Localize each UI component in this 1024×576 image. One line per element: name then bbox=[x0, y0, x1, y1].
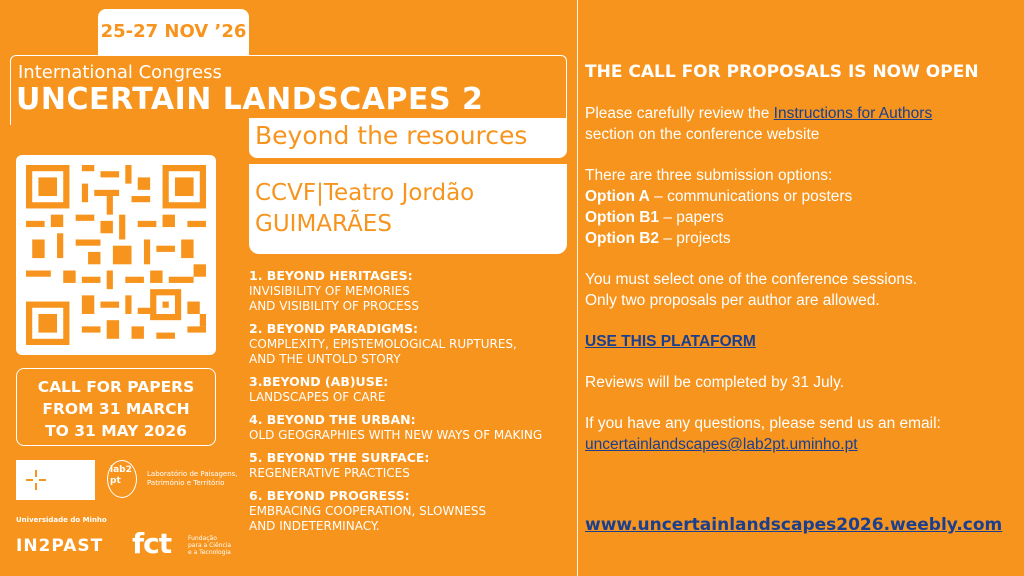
theme-list bbox=[249, 268, 574, 541]
review-line bbox=[585, 104, 932, 125]
fct-name-line-2: para a Ciência bbox=[188, 542, 232, 549]
theme-item bbox=[249, 268, 574, 314]
sessions-line-2: Only two proposals per author are allowed. bbox=[585, 292, 880, 309]
cfp-line-3: TO 31 MAY 2026 bbox=[45, 422, 187, 440]
theme-desc: INVISIBILITY OF MEMORIES bbox=[249, 284, 410, 298]
event-subtitle: Beyond the resources bbox=[249, 118, 567, 158]
option-a-text: – communications or posters bbox=[649, 188, 853, 205]
uminho-emblem-icon bbox=[24, 468, 48, 492]
theme-item bbox=[249, 374, 574, 405]
questions-note: If you have any questions, please send us an email: bbox=[585, 415, 941, 432]
fct-name-line-1: Fundação bbox=[188, 535, 217, 542]
theme-title: 3.BEYOND (AB)USE: bbox=[249, 374, 389, 389]
review-pre: Please carefully review the bbox=[585, 105, 774, 122]
theme-desc: OLD GEOGRAPHIES WITH NEW WAYS OF MAKING bbox=[249, 428, 543, 442]
lab2pt-name-line-1: Laboratório de Paisagens, bbox=[147, 470, 238, 478]
call-heading: THE CALL FOR PROPOSALS IS NOW OPEN bbox=[585, 62, 979, 82]
theme-desc: LANDSCAPES OF CARE bbox=[249, 390, 386, 404]
theme-title: 5. BEYOND THE SURFACE: bbox=[249, 450, 430, 465]
theme-item bbox=[249, 450, 574, 481]
theme-desc: AND INDETERMINACY. bbox=[249, 519, 380, 533]
option-b1-text: – papers bbox=[659, 209, 724, 226]
lab2pt-name bbox=[147, 470, 238, 488]
qr-code-icon bbox=[26, 165, 206, 345]
event-title: UNCERTAIN LANDSCAPES 2 bbox=[16, 82, 484, 117]
lab2pt-logo-line-1: lab2 bbox=[110, 465, 132, 475]
option-a bbox=[585, 187, 852, 208]
venue-box bbox=[249, 164, 567, 254]
options-intro: There are three submission options: bbox=[585, 167, 833, 184]
theme-item bbox=[249, 412, 574, 443]
theme-title: 1. BEYOND HERITAGES: bbox=[249, 268, 413, 283]
call-for-papers-box bbox=[16, 368, 216, 446]
sessions-line-1: You must select one of the conference sessions. bbox=[585, 271, 918, 288]
lab2pt-logo-text bbox=[110, 465, 132, 487]
reviews-note: Reviews will be completed by 31 July. bbox=[585, 374, 845, 391]
platform-link[interactable]: USE THIS PLATAFORM bbox=[585, 333, 756, 350]
email-line bbox=[585, 435, 858, 456]
theme-item bbox=[249, 321, 574, 367]
venue-city: GUIMARÃES bbox=[255, 211, 392, 237]
theme-title: 4. BEYOND THE URBAN: bbox=[249, 412, 416, 427]
theme-desc: REGENERATIVE PRACTICES bbox=[249, 466, 410, 480]
fct-name bbox=[188, 535, 231, 556]
theme-desc: AND THE UNTOLD STORY bbox=[249, 352, 401, 366]
fct-logo: fct bbox=[132, 527, 172, 560]
in2past-logo: IN2PAST bbox=[16, 536, 104, 556]
option-b2-text: – projects bbox=[659, 230, 731, 247]
theme-title: 2. BEYOND PARADIGMS: bbox=[249, 321, 419, 336]
congress-label: International Congress bbox=[18, 62, 222, 83]
review-post: section on the conference website bbox=[585, 126, 820, 143]
option-b2-label: Option B2 bbox=[585, 230, 660, 247]
option-a-label: Option A bbox=[585, 188, 650, 205]
event-date: 25-27 NOV ’26 bbox=[98, 9, 249, 55]
option-b1-label: Option B1 bbox=[585, 209, 660, 226]
theme-item bbox=[249, 488, 574, 534]
cfp-line-1: CALL FOR PAPERS bbox=[37, 378, 195, 396]
theme-desc: COMPLEXITY, EPISTEMOLOGICAL RUPTURES, bbox=[249, 337, 517, 351]
cfp-line-2: FROM 31 MARCH bbox=[42, 400, 190, 418]
lab2pt-name-line-2: Património e Território bbox=[147, 479, 225, 487]
instructions-link[interactable]: Instructions for Authors bbox=[773, 105, 933, 122]
theme-desc: EMBRACING COOPERATION, SLOWNESS bbox=[249, 504, 487, 518]
column-divider bbox=[577, 0, 578, 576]
uminho-logo bbox=[16, 460, 95, 500]
uminho-label: Universidade do Minho bbox=[16, 516, 107, 524]
theme-title: 6. BEYOND PROGRESS: bbox=[249, 488, 410, 503]
lab2pt-logo-line-2: pt bbox=[110, 476, 121, 486]
venue-name: CCVF|Teatro Jordão bbox=[255, 180, 475, 206]
fct-name-line-3: e a Tecnologia bbox=[188, 549, 231, 556]
website-link[interactable]: www.uncertainlandscapes2026.weebly.com bbox=[585, 515, 1003, 535]
website-line bbox=[585, 515, 1002, 535]
option-b1 bbox=[585, 208, 724, 229]
email-link[interactable]: uncertainlandscapes@lab2pt.uminho.pt bbox=[585, 436, 858, 453]
platform-line bbox=[585, 332, 756, 353]
option-b2 bbox=[585, 229, 731, 250]
qr-code[interactable] bbox=[16, 155, 216, 355]
theme-desc: AND VISIBILITY OF PROCESS bbox=[249, 299, 419, 313]
